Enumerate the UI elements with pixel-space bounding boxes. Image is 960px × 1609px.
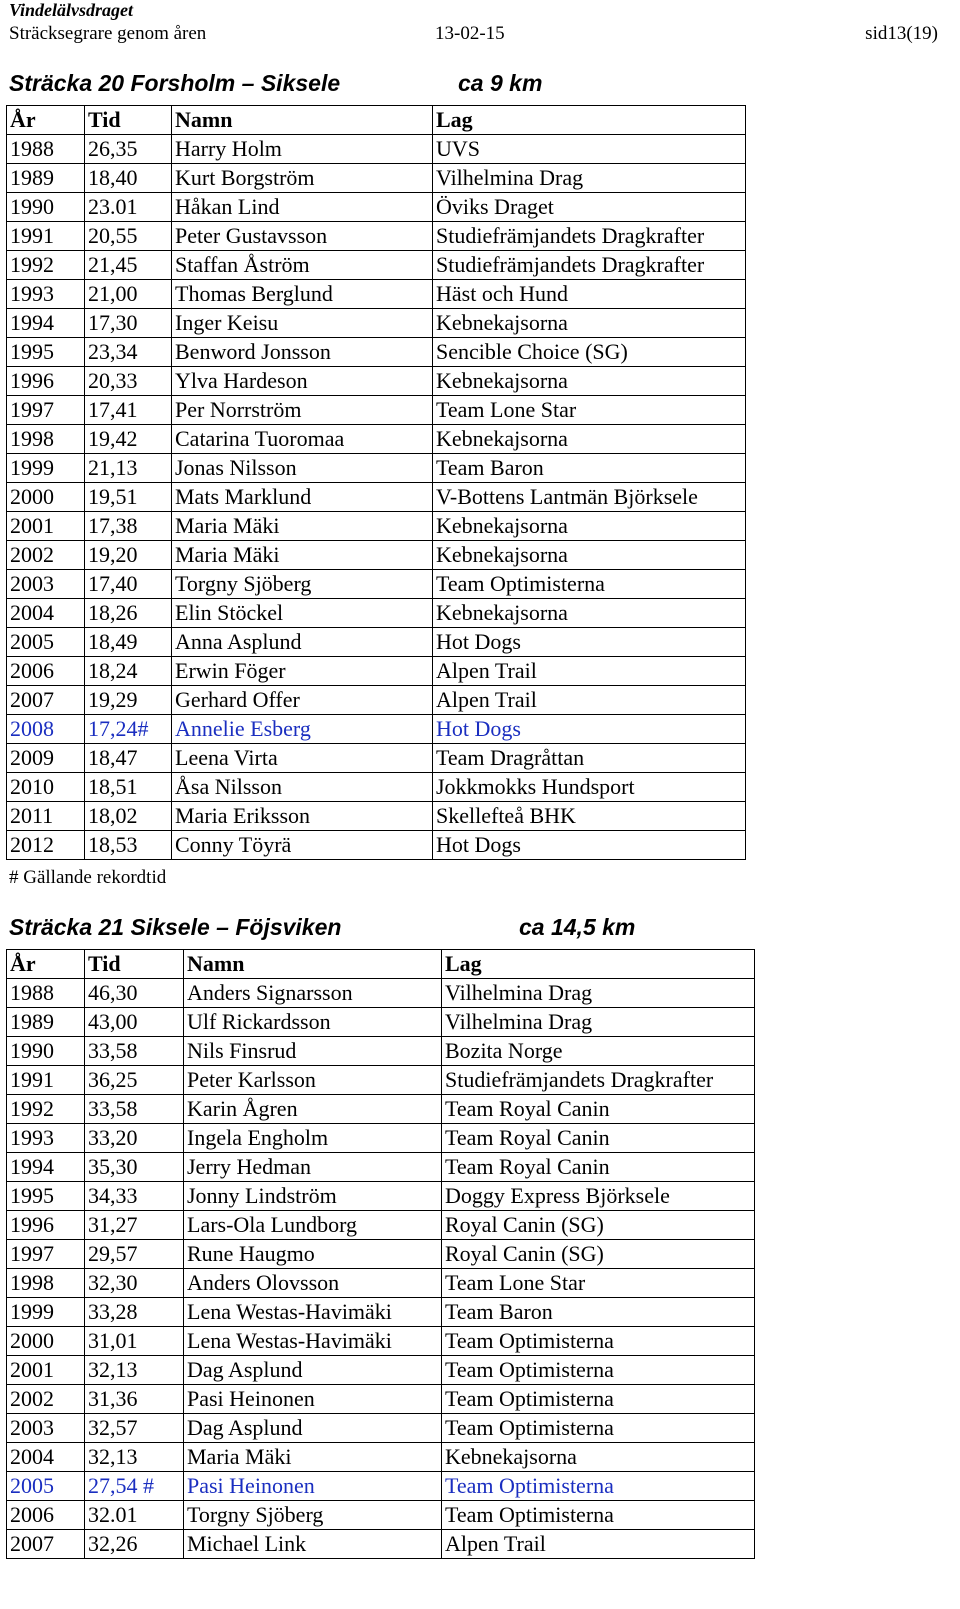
time-cell: 17,40 [85, 570, 172, 599]
team-cell: Kebnekajsorna [433, 309, 746, 338]
team-cell: Team Optimisterna [442, 1356, 755, 1385]
time-cell: 17,24# [85, 715, 172, 744]
section-20-results-table [6, 105, 746, 860]
name-cell: Dag Asplund [184, 1414, 442, 1443]
name-cell: Elin Stöckel [172, 599, 433, 628]
name-cell: Ulf Rickardsson [184, 1008, 442, 1037]
table-row [7, 1385, 755, 1414]
team-cell: Team Optimisterna [442, 1385, 755, 1414]
team-cell: Studiefrämjandets Dragkrafter [433, 251, 746, 280]
team-cell: Kebnekajsorna [433, 367, 746, 396]
year-cell: 2004 [7, 599, 85, 628]
time-cell: 20,33 [85, 367, 172, 396]
team-cell: Kebnekajsorna [433, 599, 746, 628]
table-row [7, 1414, 755, 1443]
team-cell: Studiefrämjandets Dragkrafter [433, 222, 746, 251]
time-cell: 31,01 [85, 1327, 184, 1356]
year-cell: 2003 [7, 1414, 85, 1443]
time-cell: 33,58 [85, 1095, 184, 1124]
table-header-row [7, 106, 746, 135]
name-cell: Ingela Engholm [184, 1124, 442, 1153]
name-cell: Inger Keisu [172, 309, 433, 338]
time-cell: 31,36 [85, 1385, 184, 1414]
name-cell: Åsa Nilsson [172, 773, 433, 802]
table-row [7, 628, 746, 657]
name-cell: Pasi Heinonen [184, 1472, 442, 1501]
table-row [7, 744, 746, 773]
year-cell: 1988 [7, 135, 85, 164]
name-cell: Rune Haugmo [184, 1240, 442, 1269]
year-cell: 1988 [7, 979, 85, 1008]
name-cell: Håkan Lind [172, 193, 433, 222]
time-cell: 23,34 [85, 338, 172, 367]
table-row [7, 1095, 755, 1124]
team-cell: Team Lone Star [442, 1269, 755, 1298]
team-cell: Hot Dogs [433, 831, 746, 860]
column-header-team: Lag [442, 950, 755, 979]
name-cell: Anders Signarsson [184, 979, 442, 1008]
year-cell: 1992 [7, 1095, 85, 1124]
name-cell: Conny Töyrä [172, 831, 433, 860]
year-cell: 2007 [7, 1530, 85, 1559]
year-cell: 1998 [7, 1269, 85, 1298]
team-cell: UVS [433, 135, 746, 164]
document-subtitle: Sträcksegrare genom åren [9, 23, 207, 44]
time-cell: 33,28 [85, 1298, 184, 1327]
year-cell: 2004 [7, 1443, 85, 1472]
time-cell: 21,13 [85, 454, 172, 483]
name-cell: Thomas Berglund [172, 280, 433, 309]
table-row [7, 367, 746, 396]
year-cell: 1995 [7, 1182, 85, 1211]
table-row [7, 1066, 755, 1095]
year-cell: 1989 [7, 1008, 85, 1037]
team-cell: Vilhelmina Drag [433, 164, 746, 193]
time-cell: 32,13 [85, 1443, 184, 1472]
team-cell: Royal Canin (SG) [442, 1240, 755, 1269]
name-cell: Michael Link [184, 1530, 442, 1559]
year-cell: 1996 [7, 367, 85, 396]
year-cell: 2003 [7, 570, 85, 599]
column-header-name: Namn [172, 106, 433, 135]
table-row [7, 280, 746, 309]
name-cell: Torgny Sjöberg [172, 570, 433, 599]
name-cell: Maria Mäki [172, 541, 433, 570]
table-row [7, 1153, 755, 1182]
time-cell: 21,00 [85, 280, 172, 309]
time-cell: 32,26 [85, 1530, 184, 1559]
section-20-title: Sträcka 20 Forsholm – Siksele [9, 70, 341, 96]
table-row [7, 222, 746, 251]
time-cell: 34,33 [85, 1182, 184, 1211]
time-cell: 17,38 [85, 512, 172, 541]
year-cell: 2006 [7, 657, 85, 686]
document-title: Vindelälvsdraget [9, 0, 134, 20]
time-cell: 31,27 [85, 1211, 184, 1240]
time-cell: 36,25 [85, 1066, 184, 1095]
table-row [7, 425, 746, 454]
team-cell: Bozita Norge [442, 1037, 755, 1066]
team-cell: V-Bottens Lantmän Björksele [433, 483, 746, 512]
name-cell: Mats Marklund [172, 483, 433, 512]
table-row [7, 193, 746, 222]
year-cell: 2005 [7, 1472, 85, 1501]
name-cell: Harry Holm [172, 135, 433, 164]
time-cell: 33,58 [85, 1037, 184, 1066]
team-cell: Vilhelmina Drag [442, 979, 755, 1008]
table-row [7, 164, 746, 193]
section-21-title: Sträcka 21 Siksele – Föjsviken [9, 914, 342, 940]
year-cell: 2011 [7, 802, 85, 831]
time-cell: 17,41 [85, 396, 172, 425]
team-cell: Doggy Express Björksele [442, 1182, 755, 1211]
year-cell: 1999 [7, 454, 85, 483]
name-cell: Ylva Hardeson [172, 367, 433, 396]
team-cell: Jokkmokks Hundsport [433, 773, 746, 802]
year-cell: 2012 [7, 831, 85, 860]
year-cell: 1990 [7, 193, 85, 222]
name-cell: Peter Gustavsson [172, 222, 433, 251]
team-cell: Team Optimisterna [442, 1414, 755, 1443]
time-cell: 18,24 [85, 657, 172, 686]
team-cell: Kebnekajsorna [442, 1443, 755, 1472]
name-cell: Leena Virta [172, 744, 433, 773]
table-row [7, 454, 746, 483]
team-cell: Alpen Trail [433, 657, 746, 686]
year-cell: 2008 [7, 715, 85, 744]
name-cell: Lena Westas-Havimäki [184, 1298, 442, 1327]
name-cell: Benword Jonsson [172, 338, 433, 367]
year-cell: 1993 [7, 280, 85, 309]
time-cell: 33,20 [85, 1124, 184, 1153]
table-row [7, 251, 746, 280]
year-cell: 2002 [7, 1385, 85, 1414]
table-row [7, 979, 755, 1008]
year-cell: 1997 [7, 396, 85, 425]
time-cell: 43,00 [85, 1008, 184, 1037]
year-cell: 2007 [7, 686, 85, 715]
year-cell: 1992 [7, 251, 85, 280]
year-cell: 2000 [7, 1327, 85, 1356]
year-cell: 2009 [7, 744, 85, 773]
column-header-year: År [7, 106, 85, 135]
table-row [7, 802, 746, 831]
name-cell: Jonas Nilsson [172, 454, 433, 483]
team-cell: Kebnekajsorna [433, 541, 746, 570]
table-row [7, 1211, 755, 1240]
team-cell: Team Royal Canin [442, 1095, 755, 1124]
table-row [7, 1298, 755, 1327]
team-cell: Hot Dogs [433, 628, 746, 657]
table-row [7, 1501, 755, 1530]
name-cell: Jerry Hedman [184, 1153, 442, 1182]
year-cell: 2005 [7, 628, 85, 657]
column-header-team: Lag [433, 106, 746, 135]
time-cell: 26,35 [85, 135, 172, 164]
table-row [7, 135, 746, 164]
team-cell: Team Optimisterna [433, 570, 746, 599]
name-cell: Karin Ågren [184, 1095, 442, 1124]
time-cell: 19,20 [85, 541, 172, 570]
year-cell: 1998 [7, 425, 85, 454]
name-cell: Annelie Esberg [172, 715, 433, 744]
name-cell: Anders Olovsson [184, 1269, 442, 1298]
time-cell: 18,49 [85, 628, 172, 657]
name-cell: Lena Westas-Havimäki [184, 1327, 442, 1356]
name-cell: Staffan Åström [172, 251, 433, 280]
time-cell: 18,26 [85, 599, 172, 628]
time-cell: 18,53 [85, 831, 172, 860]
team-cell: Team Baron [433, 454, 746, 483]
table-row [7, 1182, 755, 1211]
team-cell: Kebnekajsorna [433, 425, 746, 454]
table-row [7, 1530, 755, 1559]
team-cell: Skellefteå BHK [433, 802, 746, 831]
team-cell: Team Royal Canin [442, 1153, 755, 1182]
name-cell: Jonny Lindström [184, 1182, 442, 1211]
record-footnote: # Gällande rekordtid [9, 867, 167, 888]
year-cell: 1989 [7, 164, 85, 193]
name-cell: Peter Karlsson [184, 1066, 442, 1095]
year-cell: 1995 [7, 338, 85, 367]
team-cell: Royal Canin (SG) [442, 1211, 755, 1240]
time-cell: 29,57 [85, 1240, 184, 1269]
table-row [7, 831, 746, 860]
name-cell: Maria Mäki [172, 512, 433, 541]
time-cell: 27,54 # [85, 1472, 184, 1501]
year-cell: 1991 [7, 1066, 85, 1095]
table-row [7, 338, 746, 367]
team-cell: Team Royal Canin [442, 1124, 755, 1153]
table-row [7, 773, 746, 802]
table-row [7, 686, 746, 715]
time-cell: 19,42 [85, 425, 172, 454]
table-row [7, 1269, 755, 1298]
table-row [7, 657, 746, 686]
name-cell: Catarina Tuoromaa [172, 425, 433, 454]
time-cell: 20,55 [85, 222, 172, 251]
year-cell: 1999 [7, 1298, 85, 1327]
year-cell: 2001 [7, 512, 85, 541]
table-row [7, 1356, 755, 1385]
team-cell: Häst och Hund [433, 280, 746, 309]
team-cell: Team Lone Star [433, 396, 746, 425]
time-cell: 23.01 [85, 193, 172, 222]
time-cell: 19,29 [85, 686, 172, 715]
table-row [7, 1443, 755, 1472]
time-cell: 32.01 [85, 1501, 184, 1530]
table-row [7, 1472, 755, 1501]
table-row [7, 309, 746, 338]
table-row [7, 1327, 755, 1356]
team-cell: Team Optimisterna [442, 1472, 755, 1501]
year-cell: 1994 [7, 309, 85, 338]
table-row [7, 1124, 755, 1153]
team-cell: Kebnekajsorna [433, 512, 746, 541]
name-cell: Kurt Borgström [172, 164, 433, 193]
column-header-year: År [7, 950, 85, 979]
document-date: 13-02-15 [435, 23, 505, 44]
year-cell: 2006 [7, 1501, 85, 1530]
column-header-name: Namn [184, 950, 442, 979]
team-cell: Öviks Draget [433, 193, 746, 222]
time-cell: 18,51 [85, 773, 172, 802]
time-cell: 21,45 [85, 251, 172, 280]
year-cell: 2001 [7, 1356, 85, 1385]
year-cell: 2002 [7, 541, 85, 570]
year-cell: 1991 [7, 222, 85, 251]
team-cell: Team Baron [442, 1298, 755, 1327]
name-cell: Maria Eriksson [172, 802, 433, 831]
time-cell: 32,30 [85, 1269, 184, 1298]
year-cell: 1996 [7, 1211, 85, 1240]
year-cell: 1997 [7, 1240, 85, 1269]
column-header-time: Tid [85, 950, 184, 979]
year-cell: 1993 [7, 1124, 85, 1153]
table-row [7, 1240, 755, 1269]
team-cell: Hot Dogs [433, 715, 746, 744]
team-cell: Alpen Trail [442, 1530, 755, 1559]
section-21-distance: ca 14,5 km [519, 914, 636, 940]
year-cell: 1990 [7, 1037, 85, 1066]
name-cell: Pasi Heinonen [184, 1385, 442, 1414]
name-cell: Gerhard Offer [172, 686, 433, 715]
team-cell: Team Optimisterna [442, 1327, 755, 1356]
table-row [7, 396, 746, 425]
year-cell: 1994 [7, 1153, 85, 1182]
name-cell: Per Norrström [172, 396, 433, 425]
time-cell: 18,40 [85, 164, 172, 193]
name-cell: Lars-Ola Lundborg [184, 1211, 442, 1240]
team-cell: Team Dragråttan [433, 744, 746, 773]
table-header-row [7, 950, 755, 979]
team-cell: Alpen Trail [433, 686, 746, 715]
time-cell: 18,47 [85, 744, 172, 773]
team-cell: Team Optimisterna [442, 1501, 755, 1530]
table-row [7, 715, 746, 744]
table-row [7, 1037, 755, 1066]
team-cell: Studiefrämjandets Dragkrafter [442, 1066, 755, 1095]
year-cell: 2000 [7, 483, 85, 512]
table-row [7, 483, 746, 512]
table-row [7, 541, 746, 570]
column-header-time: Tid [85, 106, 172, 135]
time-cell: 17,30 [85, 309, 172, 338]
section-21-results-table [6, 949, 755, 1559]
table-row [7, 570, 746, 599]
name-cell: Torgny Sjöberg [184, 1501, 442, 1530]
year-cell: 2010 [7, 773, 85, 802]
table-row [7, 1008, 755, 1037]
time-cell: 32,13 [85, 1356, 184, 1385]
table-row [7, 512, 746, 541]
time-cell: 32,57 [85, 1414, 184, 1443]
time-cell: 19,51 [85, 483, 172, 512]
section-20-distance: ca 9 km [458, 70, 543, 96]
time-cell: 35,30 [85, 1153, 184, 1182]
time-cell: 46,30 [85, 979, 184, 1008]
name-cell: Erwin Föger [172, 657, 433, 686]
time-cell: 18,02 [85, 802, 172, 831]
page-number: sid13(19) [865, 23, 938, 44]
name-cell: Maria Mäki [184, 1443, 442, 1472]
name-cell: Anna Asplund [172, 628, 433, 657]
team-cell: Sencible Choice (SG) [433, 338, 746, 367]
name-cell: Dag Asplund [184, 1356, 442, 1385]
table-row [7, 599, 746, 628]
team-cell: Vilhelmina Drag [442, 1008, 755, 1037]
name-cell: Nils Finsrud [184, 1037, 442, 1066]
